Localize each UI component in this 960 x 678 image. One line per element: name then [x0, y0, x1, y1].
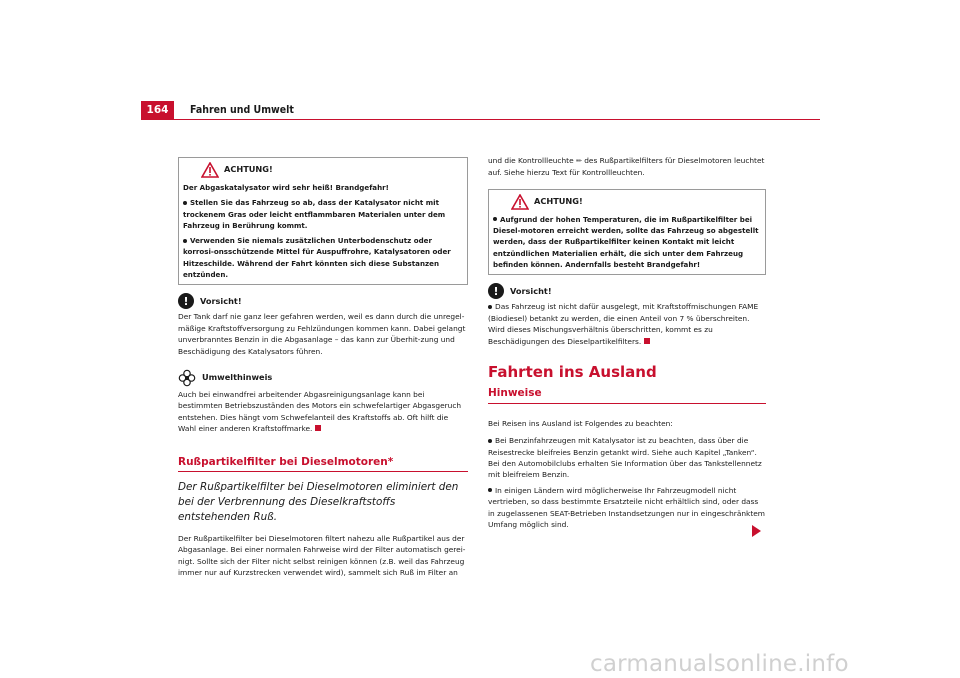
- sub-heading-hints: Hinweise: [488, 388, 766, 403]
- section-lead: Der Rußpartikelfilter bei Dieselmotoren eliminiert den bei der Verbrennung des Dieselkraftstoffs entstehenden Ruß.: [178, 481, 459, 524]
- section-text: Der Rußpartikelfilter bei Dieselmotoren filtert nahezu alle Rußpartikel aus der Abgasanlage. Bei einer normalen Fahrweise wird der Filter automatisch gerei-nigt. Sollte sich der Filter nicht selbst reinigen können (z.B. weil das Fahrzeug immer nur auf Kurzstrecken verwendet wird), sammelt sich Ruß im Filter an: [178, 534, 466, 578]
- caution-heading: Vorsicht!: [510, 285, 552, 296]
- caution-bullet-1: [488, 301, 766, 347]
- exclamation-circle-icon: !: [488, 283, 504, 299]
- hints-intro: Bei Reisen ins Ausland ist Folgendes zu beachten:: [488, 418, 673, 428]
- environment-heading: Umwelthinweis: [202, 372, 273, 383]
- warning-bullet-1-text: Stellen Sie das Fahrzeug so ab, dass der Katalysator nicht mit trockenem Gras oder leicht entflammbaren Materialen unter dem Fahrzeug in Berührung kommt.: [183, 198, 446, 230]
- next-page-arrow-icon[interactable]: [752, 525, 761, 537]
- warning-box-soot-filter: [488, 189, 766, 275]
- caution-text: Der Tank darf nie ganz leer gefahren werden, weil es dann durch die unregel-mäßige Kraftstoffversorgung zu Fehlzündungen kommen kann. Dabei gelangt unverbranntes Benzin in die Abgasanlage – das kann zur Überhit-zung und Beschädigung des Katalysators führen.: [178, 312, 466, 356]
- environment-heading-row: [178, 369, 468, 387]
- continuation-text-a: und die Kontrollleuchte: [488, 156, 574, 165]
- warning-heading-row: [201, 162, 463, 178]
- bullet-dot-icon: [183, 201, 187, 205]
- header-rule: [141, 119, 820, 120]
- warning-triangle-icon: [201, 162, 219, 178]
- environment-text-body: Auch bei einwandfrei arbeitender Abgasreinigungsanlage kann bei bestimmten Betriebszuständen des Motors ein schwefelartiger Abgasgeruch entstehen. Dies hängt vom Schwefelanteil des Kraftstoffs ab. Oft hilft die Wahl einer anderen Kraftstoffmarke.: [178, 390, 462, 434]
- bullet-dot-icon: [183, 239, 187, 243]
- right-column: [488, 155, 766, 530]
- bullet-dot-icon: [488, 488, 492, 492]
- flower-icon: [178, 369, 196, 387]
- bullet-dot-icon: [488, 305, 492, 309]
- continuation-text-b: des Rußpartikelfilters für Dieselmotoren leuchtet auf. Siehe hierzu Text für Kontrollleuchten.: [488, 156, 765, 178]
- hints-bullet-1: [488, 435, 766, 481]
- pen-indicator-icon: ✏: [575, 157, 582, 165]
- hints-bullet-1-text: Bei Benzinfahrzeugen mit Katalysator ist zu beachten, dass über die Reisestrecke bleifreies Benzin getankt wird. Siehe auch Kapitel „Tanken“. Bei den Automobilclubs erhalten Sie Information über das Tankstellennetz mit bleifreiem Benzin.: [488, 436, 762, 480]
- header-title: Fahren und Umwelt: [190, 104, 294, 116]
- warning-bullet-1-text: Aufgrund der hohen Temperaturen, die im Rußpartikelfilter bei Diesel-motoren erreicht werden, sollte das Fahrzeug so abgestellt werden, dass der Rußpartikelfilter keinen Kontakt mit leicht entzündlichen Materialien erhält, die sich unter dem Fahrzeug befinden können. Andernfalls besteht Brandgefahr!: [493, 214, 759, 269]
- warning-bullet-2: [183, 235, 463, 280]
- watermark: carmanualsonline.info: [590, 651, 849, 677]
- section-heading-soot-filter: Rußpartikelfilter bei Dieselmotoren*: [178, 457, 468, 472]
- bullet-dot-icon: [493, 217, 497, 221]
- page-number: 164: [141, 101, 174, 119]
- caution-heading-row: [488, 283, 766, 299]
- continuation-text: [488, 155, 766, 179]
- bullet-dot-icon: [488, 439, 492, 443]
- warning-heading-row: [511, 194, 761, 210]
- warning-bullet-1: [493, 214, 761, 270]
- environment-text: [178, 389, 468, 435]
- chapter-title: Fahrten ins Ausland: [488, 362, 657, 381]
- warning-heading: ACHTUNG!: [534, 196, 583, 207]
- hints-bullet-2: [488, 485, 766, 531]
- caution-heading: Vorsicht!: [200, 295, 242, 306]
- warning-triangle-icon: [511, 194, 529, 210]
- warning-bullet-1: [183, 197, 463, 231]
- warning-box-catalyst: [178, 157, 468, 285]
- exclamation-circle-icon: !: [178, 293, 194, 309]
- caution-bullet-1-text: Das Fahrzeug ist nicht dafür ausgelegt, mit Kraftstoffmischungen FAME (Biodiesel) betankt zu werden, die einen Anteil von 7 % überschreiten. Wird dieses Mischungsverhältnis überschritten, kommt es zu Beschädigungen des Dieselpartikelfilters.: [488, 302, 759, 346]
- warning-bullet-2-text: Verwenden Sie niemals zusätzlichen Unterbodenschutz oder korrosi-onsschützende Mittel für Auspuffrohre, Katalysatoren oder Hitzeschilde. Während der Fahrt könnten sich diese Substanzen entzünden.: [183, 236, 451, 280]
- end-square-icon: [315, 425, 321, 431]
- left-column: [178, 157, 468, 579]
- caution-heading-row: [178, 293, 468, 309]
- warning-intro: Der Abgaskatalysator wird sehr heiß! Brandgefahr!: [183, 183, 389, 192]
- hints-bullet-2-text: In einigen Ländern wird möglicherweise Ihr Fahrzeugmodell nicht vertrieben, so dass bestimmte Ersatzteile nicht erhältlich sind, oder dass in zugelassenen SEAT-Betrieben Instandsetzungen nur in eingeschränktem Umfang möglich sind.: [488, 485, 765, 529]
- warning-heading: ACHTUNG!: [224, 164, 273, 175]
- end-square-icon: [644, 338, 650, 344]
